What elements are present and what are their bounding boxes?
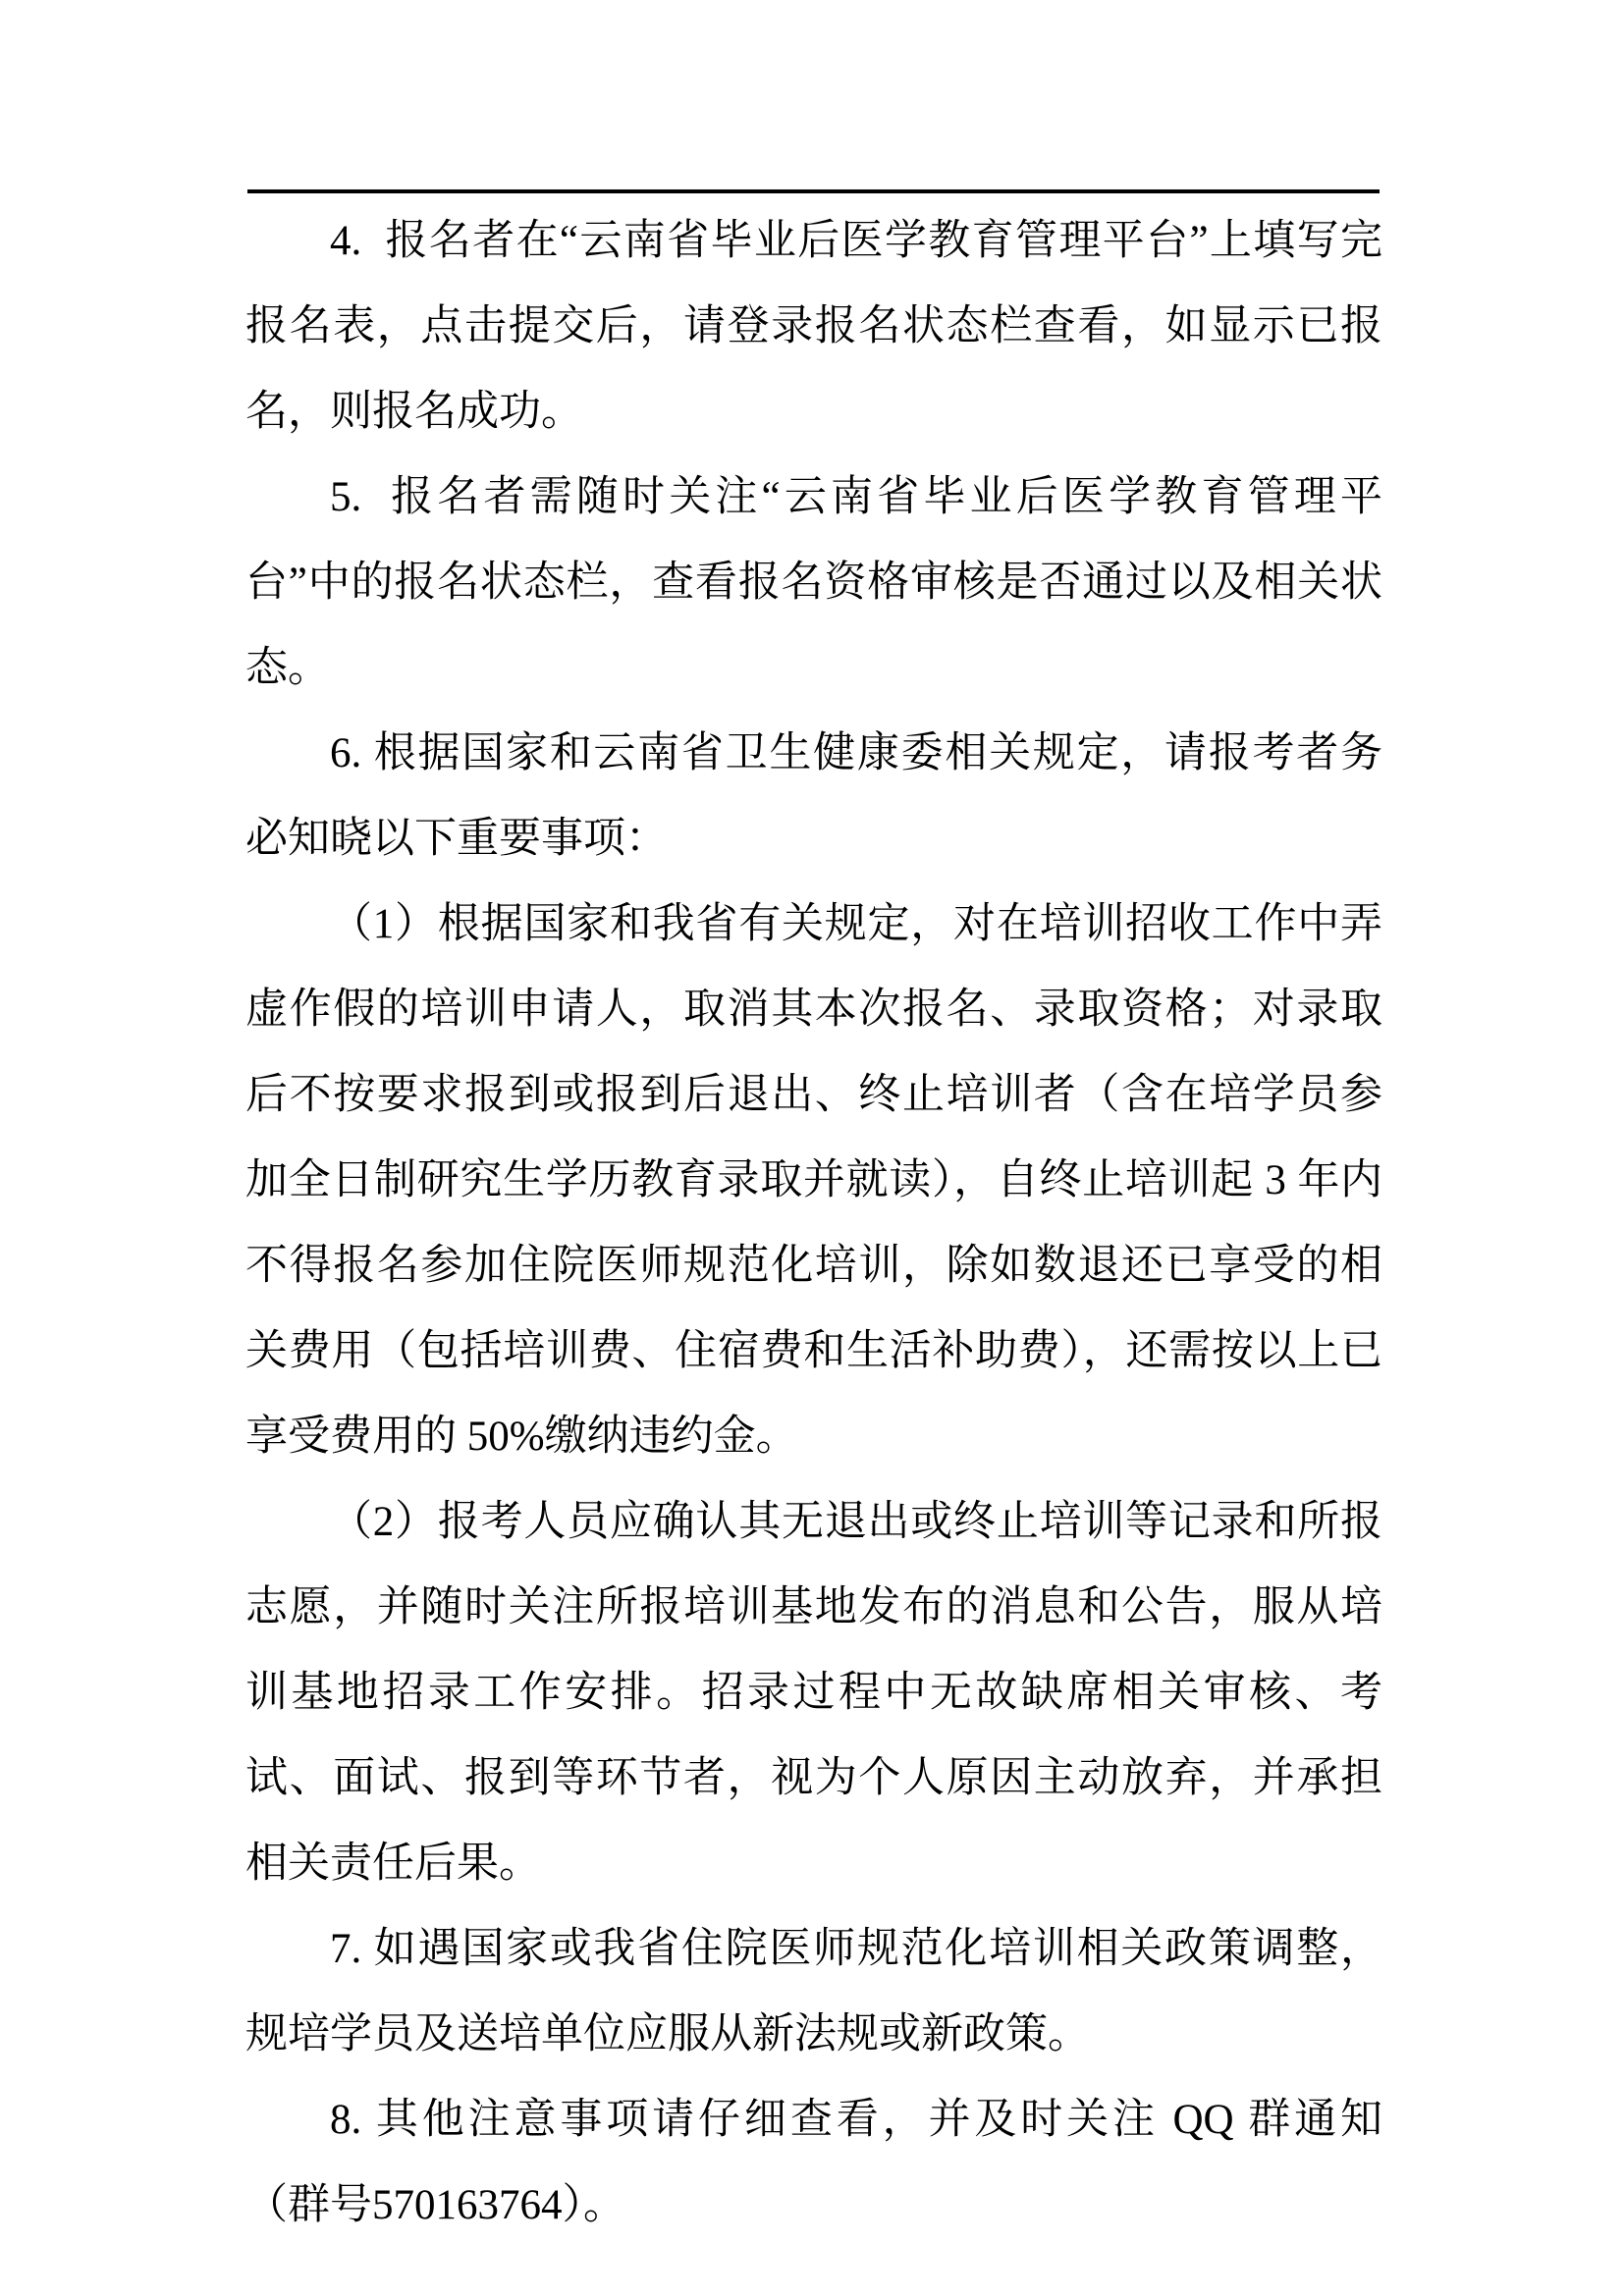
paragraph-8: 8. 其他注意事项请仔细查看，并及时关注 QQ 群通知（群号570163764）。: [245, 2097, 1382, 2228]
paragraph-4: 4. 报名者在“云南省毕业后医学教育管理平台”上填写完报名表，点击提交后，请登录报名状态栏查看，如显示已报名，则报名成功。: [245, 218, 1382, 435]
paragraph-6-1: （1）根据国家和我省有关规定，对在培训招收工作中弄虚作假的培训申请人，取消其本次报名、录取资格；对录取后不按要求报到或报到后退出、终止培训者（含在培学员参加全日制研究生学历教育录取并就读），自终止培训起 3 年内不得报名参加住院医师规范化培训，除如数退还已享受的相关费用（包括培训费、住宿费和生活补助费），还需按以上已享受费用的 50%缴纳违约金。: [245, 901, 1382, 1460]
document-body: [245, 198, 1382, 2248]
paragraph-6-2: （2）报考人员应确认其无退出或终止培训等记录和所报志愿，并随时关注所报培训基地发布的消息和公告，服从培训基地招录工作安排。招录过程中无故缺席相关审核、考试、面试、报到等环节者，视为个人原因主动放弃，并承担相关责任后果。: [245, 1499, 1382, 1887]
paragraph-6: 6. 根据国家和云南省卫生健康委相关规定，请报考者务必知晓以下重要事项：: [245, 730, 1382, 862]
paragraph-7: 7. 如遇国家或我省住院医师规范化培训相关政策调整，规培学员及送培单位应服从新法规或新政策。: [245, 1926, 1382, 2057]
paragraph-5: 5. 报名者需随时关注“云南省毕业后医学教育管理平台”中的报名状态栏，查看报名资格审核是否通过以及相关状态。: [245, 474, 1382, 691]
header-separator-line: [247, 189, 1380, 193]
